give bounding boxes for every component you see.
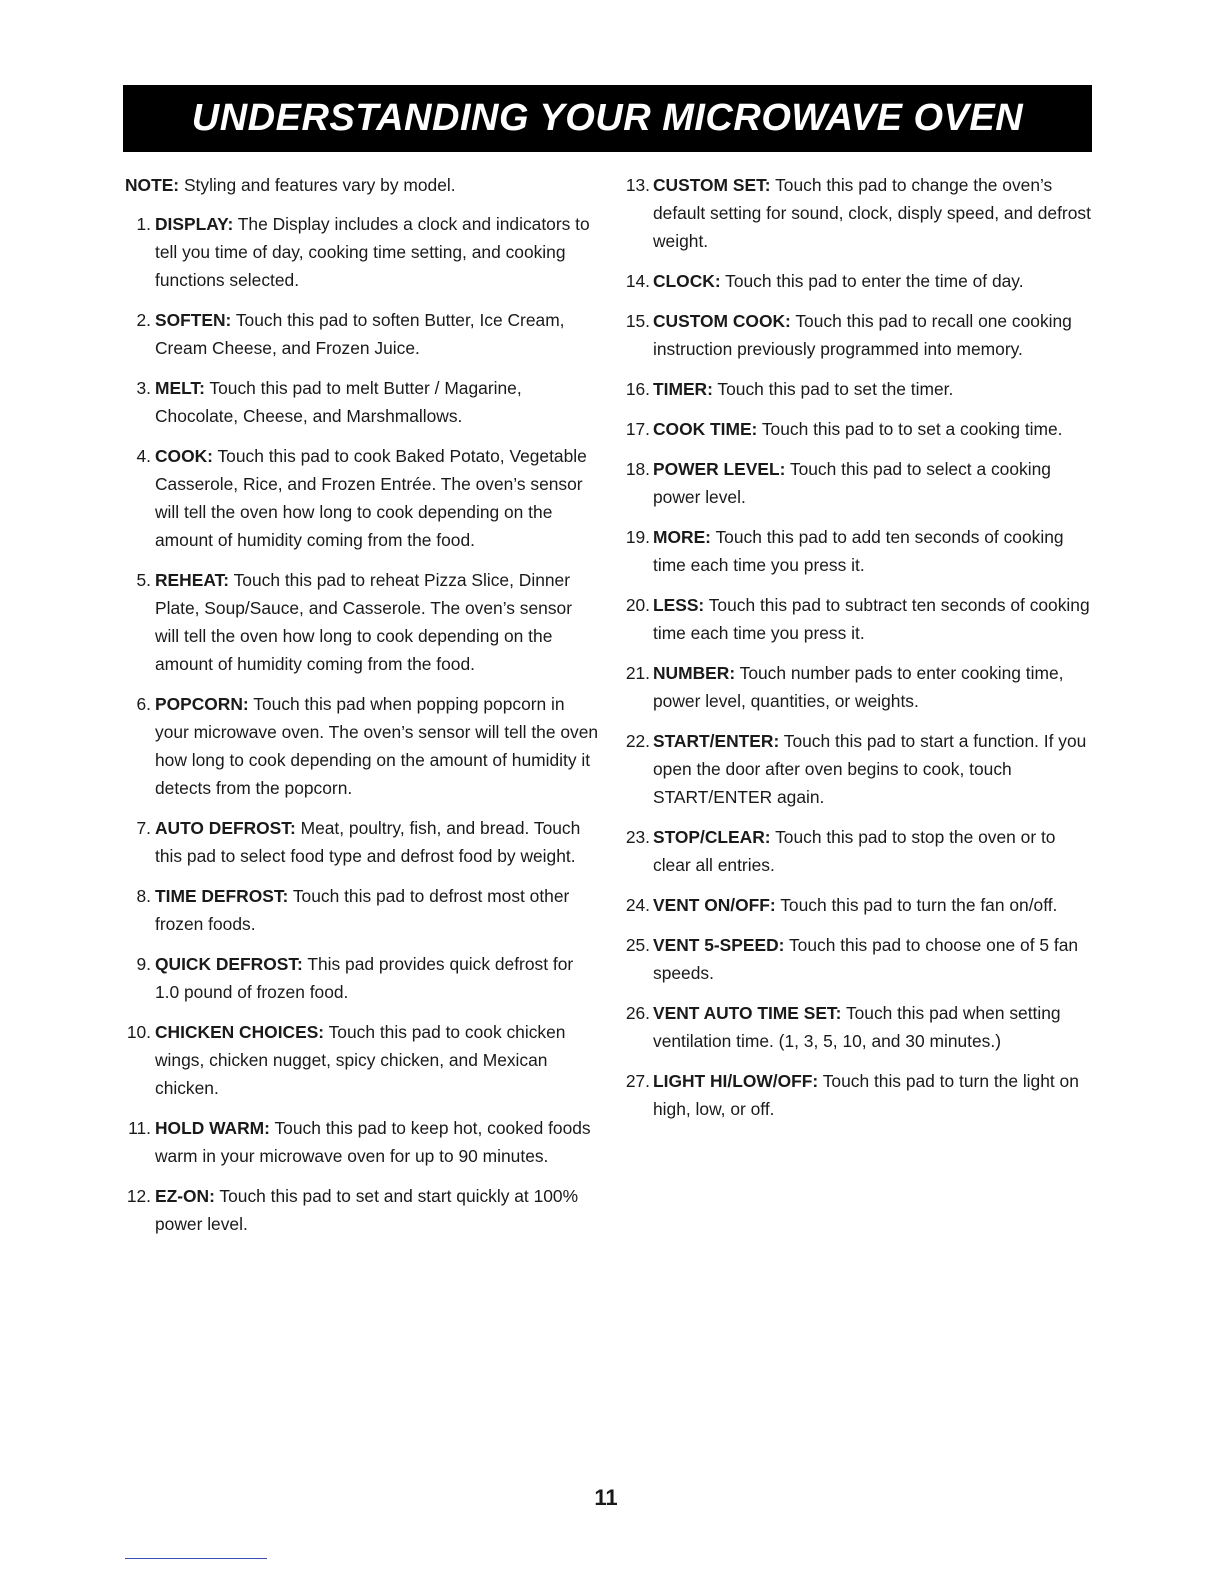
item-description: Touch this pad when setting ventilation time. (1, 3, 5, 10, and 30 minutes.): [653, 1003, 1061, 1051]
item-description: Touch number pads to enter cooking time, power level, quantities, or weights.: [653, 663, 1064, 711]
item-number: 8.: [136, 886, 151, 906]
item-number: 18.: [625, 459, 650, 479]
list-item: [125, 882, 600, 938]
list-item: [622, 591, 1092, 647]
item-description: Touch this pad to melt Butter / Magarine, Chocolate, Cheese, and Marshmallows.: [155, 378, 522, 426]
item-term: POWER LEVEL:: [653, 459, 786, 479]
item-number: 26.: [625, 1003, 650, 1023]
note-paragraph: [125, 171, 600, 199]
item-number: 3.: [136, 378, 151, 398]
item-description: Touch this pad to turn the light on high, low, or off.: [653, 1071, 1079, 1119]
list-item: [622, 823, 1092, 879]
item-number: 2.: [136, 310, 151, 330]
list-item: [622, 931, 1092, 987]
item-term: HOLD WARM:: [155, 1118, 270, 1138]
list-item: [622, 455, 1092, 511]
item-number: 24.: [625, 895, 650, 915]
item-number: 23.: [625, 827, 650, 847]
item-description: Touch this pad to set the timer.: [712, 379, 954, 399]
item-description: Touch this pad to start a function. If you open the door after oven begins to cook, touch START/ENTER again.: [653, 731, 1087, 807]
item-description: Touch this pad to to set a cooking time.: [757, 419, 1063, 439]
item-number: 21.: [625, 663, 650, 683]
item-description: Touch this pad to recall one cooking instruction previously programmed into memory.: [653, 311, 1072, 359]
item-number: 20.: [625, 595, 650, 615]
left-column: [125, 171, 600, 1250]
list-item: [622, 415, 1092, 443]
item-term: LESS:: [653, 595, 705, 615]
item-term: EZ-ON:: [155, 1186, 215, 1206]
page-title: UNDERSTANDING YOUR MICROWAVE OVEN: [191, 97, 1024, 139]
list-item: [622, 727, 1092, 811]
list-item: [125, 1114, 600, 1170]
list-item: [125, 690, 600, 802]
item-term: CLOCK:: [653, 271, 721, 291]
item-term: CUSTOM SET:: [653, 175, 771, 195]
item-number: 12.: [126, 1186, 151, 1206]
item-description: Touch this pad to stop the oven or to clear all entries.: [653, 827, 1056, 875]
item-description: Touch this pad to change the oven’s default setting for sound, clock, disply speed, and defrost weight.: [653, 175, 1091, 251]
item-number: 5.: [136, 570, 151, 590]
item-number: 13.: [625, 175, 650, 195]
item-description: The Display includes a clock and indicators to tell you time of day, cooking time setting, and cooking functions selected.: [155, 214, 590, 290]
list-item: [125, 210, 600, 294]
item-number: 9.: [136, 954, 151, 974]
list-item: [125, 566, 600, 678]
list-item: [622, 267, 1092, 295]
item-description: Touch this pad when popping popcorn in your microwave oven. The oven’s sensor will tell the oven how long to cook depending on the amount of humidity it detects from the popcorn.: [155, 694, 599, 798]
item-description: Touch this pad to subtract ten seconds of cooking time each time you press it.: [653, 595, 1090, 643]
item-number: 19.: [625, 527, 650, 547]
item-term: COOK TIME:: [653, 419, 758, 439]
item-description: This pad provides quick defrost for 1.0 pound of frozen food.: [155, 954, 574, 1002]
page-number: 11: [594, 1485, 618, 1510]
list-item: [622, 659, 1092, 715]
item-term: START/ENTER:: [653, 731, 780, 751]
item-number: 25.: [625, 935, 650, 955]
item-term: SOFTEN:: [155, 310, 232, 330]
item-number: 16.: [625, 379, 650, 399]
item-number: 7.: [136, 818, 151, 838]
note-text: Styling and features vary by model.: [179, 175, 456, 195]
item-number: 4.: [136, 446, 151, 466]
item-description: Touch this pad to select a cooking power level.: [653, 459, 1051, 507]
list-item: [622, 999, 1092, 1055]
item-number: 1.: [136, 214, 151, 234]
note-label: NOTE:: [125, 175, 180, 195]
item-term: VENT ON/OFF:: [653, 895, 776, 915]
feature-list-left: [125, 210, 600, 1238]
item-number: 10.: [126, 1022, 151, 1042]
item-term: DISPLAY:: [155, 214, 234, 234]
item-term: TIME DEFROST:: [155, 886, 289, 906]
item-description: Touch this pad to reheat Pizza Slice, Dinner Plate, Soup/Sauce, and Casserole. The oven’s sensor will tell the oven how long to cook depending on the amount of humidity coming from the food.: [155, 570, 572, 674]
item-term: CUSTOM COOK:: [653, 311, 791, 331]
list-item: [622, 171, 1092, 255]
item-number: 14.: [625, 271, 650, 291]
item-description: Meat, poultry, fish, and bread. Touch this pad to select food type and defrost food by weight.: [155, 818, 581, 866]
item-description: Touch this pad to cook Baked Potato, Vegetable Casserole, Rice, and Frozen Entrée. The oven’s sensor will tell the oven how long to cook depending on the amount of humidity coming from the food.: [155, 446, 587, 550]
item-term: AUTO DEFROST:: [155, 818, 296, 838]
list-item: [622, 307, 1092, 363]
item-number: 27.: [625, 1071, 650, 1091]
list-item: [125, 306, 600, 362]
item-number: 15.: [625, 311, 650, 331]
item-term: MELT:: [155, 378, 205, 398]
right-column: [622, 171, 1092, 1135]
list-item: [622, 523, 1092, 579]
list-item: [622, 1067, 1092, 1123]
item-term: COOK:: [155, 446, 213, 466]
item-number: 22.: [625, 731, 650, 751]
item-number: 17.: [625, 419, 650, 439]
item-description: Touch this pad to cook chicken wings, chicken nugget, spicy chicken, and Mexican chicken.: [155, 1022, 566, 1098]
section-title-bar: [123, 85, 1092, 152]
item-term: STOP/CLEAR:: [653, 827, 771, 847]
item-description: Touch this pad to keep hot, cooked foods warm in your microwave oven for up to 90 minutes.: [155, 1118, 591, 1166]
item-term: QUICK DEFROST:: [155, 954, 303, 974]
feature-list-right: [622, 171, 1092, 1123]
list-item: [622, 891, 1092, 919]
item-description: Touch this pad to enter the time of day.: [720, 271, 1024, 291]
item-description: Touch this pad to add ten seconds of cooking time each time you press it.: [653, 527, 1064, 575]
item-term: LIGHT HI/LOW/OFF:: [653, 1071, 819, 1091]
footer-divider: [125, 1558, 267, 1559]
item-term: NUMBER:: [653, 663, 736, 683]
item-description: Touch this pad to set and start quickly at 100% power level.: [155, 1186, 579, 1234]
item-term: CHICKEN CHOICES:: [155, 1022, 325, 1042]
item-term: TIMER:: [653, 379, 713, 399]
list-item: [125, 442, 600, 554]
item-term: POPCORN:: [155, 694, 249, 714]
item-description: Touch this pad to soften Butter, Ice Cream, Cream Cheese, and Frozen Juice.: [155, 310, 565, 358]
list-item: [125, 814, 600, 870]
item-term: VENT 5-SPEED:: [653, 935, 785, 955]
item-term: MORE:: [653, 527, 711, 547]
list-item: [125, 1182, 600, 1238]
list-item: [125, 950, 600, 1006]
item-term: VENT AUTO TIME SET:: [653, 1003, 842, 1023]
item-description: Touch this pad to turn the fan on/off.: [775, 895, 1058, 915]
item-number: 11.: [128, 1118, 151, 1138]
item-term: REHEAT:: [155, 570, 230, 590]
item-description: Touch this pad to choose one of 5 fan speeds.: [653, 935, 1079, 983]
item-description: Touch this pad to defrost most other frozen foods.: [155, 886, 570, 934]
list-item: [125, 374, 600, 430]
item-number: 6.: [136, 694, 151, 714]
list-item: [622, 375, 1092, 403]
list-item: [125, 1018, 600, 1102]
